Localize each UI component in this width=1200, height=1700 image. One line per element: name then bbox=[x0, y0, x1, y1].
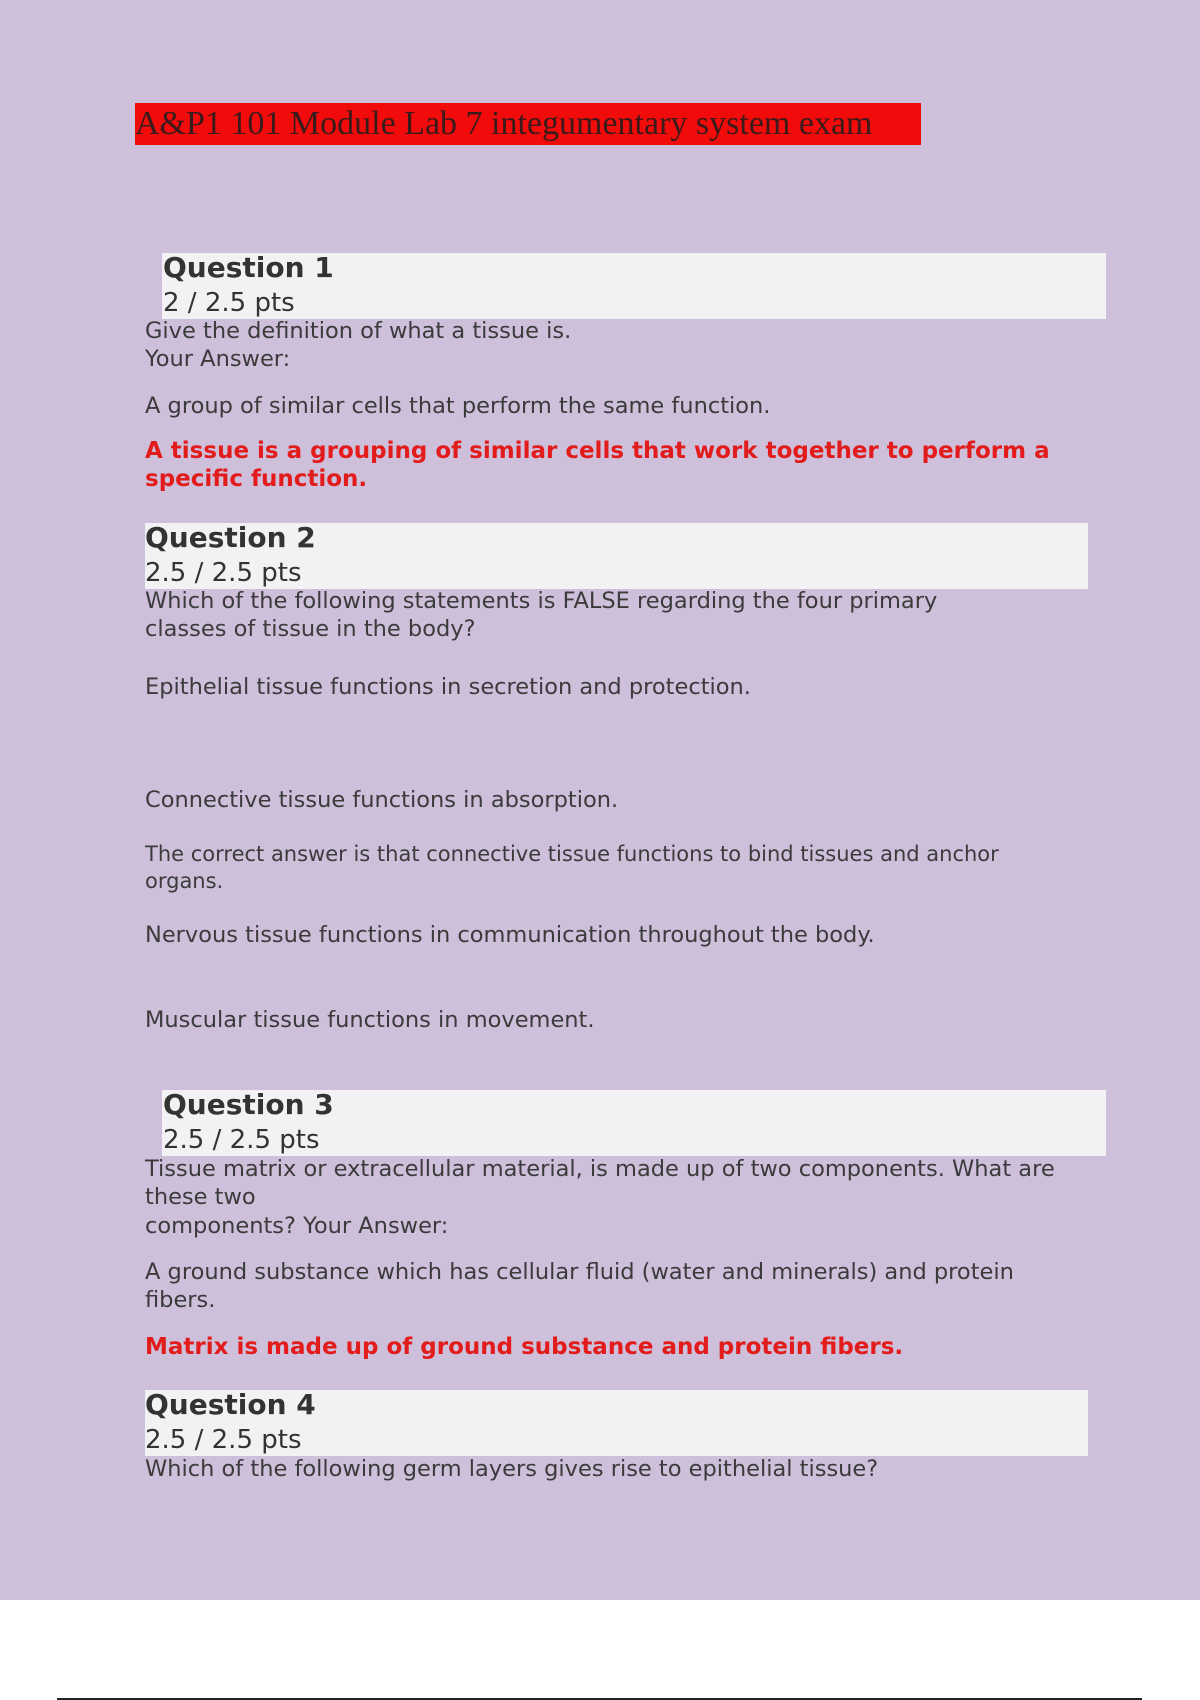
question-2-prompt: Which of the following statements is FALSE regarding the four primary classes of tissue in the body? bbox=[145, 588, 938, 642]
question-2-points: 2.5 / 2.5 pts bbox=[145, 558, 302, 588]
question-2-option: Connective tissue functions in absorption. bbox=[145, 787, 619, 813]
question-1-title: Question 1 bbox=[163, 251, 334, 284]
question-2-option: Epithelial tissue functions in secretion and protection. bbox=[145, 674, 751, 700]
question-3-title: Question 3 bbox=[163, 1088, 334, 1121]
question-1-your-answer-label: Your Answer: bbox=[145, 346, 291, 372]
question-4-title: Question 4 bbox=[145, 1388, 316, 1421]
question-2-option: Nervous tissue functions in communication throughout the body. bbox=[145, 922, 875, 948]
question-1-answer: A group of similar cells that perform the same function. bbox=[145, 393, 771, 419]
question-3-correct-answer: Matrix is made up of ground substance and protein fibers. bbox=[145, 1334, 904, 1360]
question-2-option: Muscular tissue functions in movement. bbox=[145, 1007, 595, 1033]
question-4-points: 2.5 / 2.5 pts bbox=[145, 1425, 302, 1455]
question-2-title: Question 2 bbox=[145, 521, 316, 554]
question-2-correct-note: The correct answer is that connective tissue functions to bind tissues and anchor organs. bbox=[145, 842, 999, 893]
question-3-answer: A ground substance which has cellular fluid (water and minerals) and protein fibers. bbox=[145, 1259, 1014, 1313]
question-3-prompt-continued: components? Your Answer: bbox=[145, 1213, 449, 1239]
question-1-points: 2 / 2.5 pts bbox=[163, 288, 295, 318]
question-1-correct-answer: A tissue is a grouping of similar cells that work together to perform a specific function. bbox=[145, 438, 1050, 492]
question-3-prompt: Tissue matrix or extracellular material, is made up of two components. What are these two bbox=[145, 1156, 1055, 1210]
question-3-points: 2.5 / 2.5 pts bbox=[163, 1125, 320, 1155]
document-title: A&P1 101 Module Lab 7 integumentary system exam bbox=[135, 103, 921, 145]
question-4-prompt: Which of the following germ layers gives rise to epithelial tissue? bbox=[145, 1456, 879, 1482]
question-1-prompt: Give the definition of what a tissue is. bbox=[145, 318, 572, 344]
